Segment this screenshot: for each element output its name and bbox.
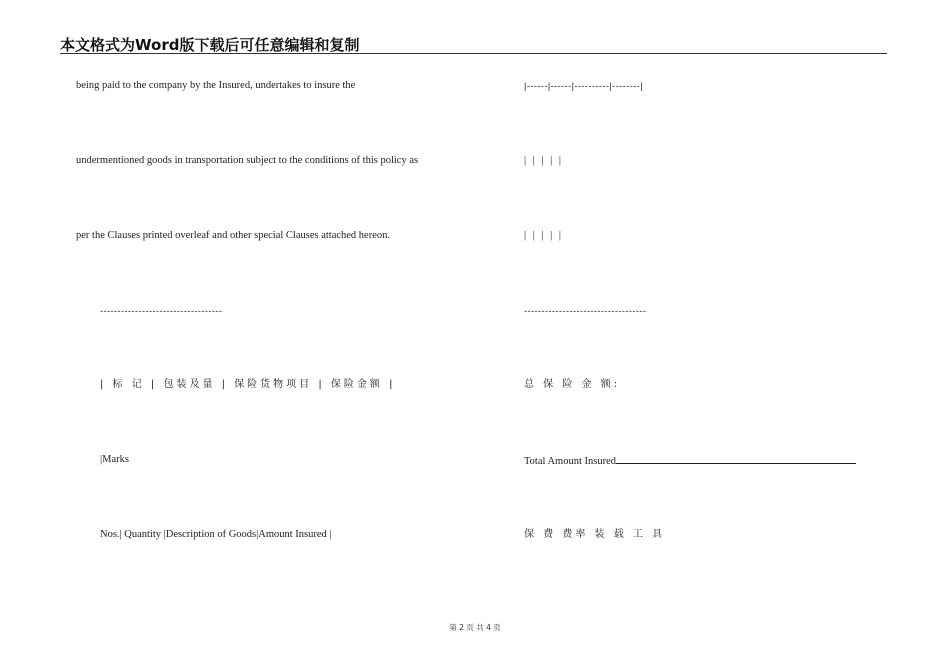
right-pipes-row-1: | | | | |	[524, 155, 564, 166]
right-dash-separator: -----------------------------------	[524, 306, 647, 316]
marks-label: |Marks	[100, 454, 129, 465]
right-table-rule: |------|------|----------|--------|	[524, 81, 644, 91]
document-header-title: 本文格式为Word版下载后可任意编辑和复制	[60, 36, 360, 54]
table-header-english: Nos.| Quantity |Description of Goods|Amount Insured |	[100, 529, 332, 540]
total-insured-label: Total Amount Insured	[524, 456, 617, 467]
body-text-line-1: being paid to the company by the Insured, undertakes to insure the	[76, 80, 356, 91]
total-insured-english	[524, 453, 856, 469]
page-number-footer: 第 2 页 共 4 页	[449, 623, 501, 632]
premium-rate-conveyance-chinese: 保 费 费率 装 载 工 具	[524, 529, 666, 540]
header-divider	[60, 53, 887, 54]
total-insured-blank	[616, 453, 856, 464]
body-text-line-3: per the Clauses printed overleaf and other special Clauses attached hereon.	[76, 230, 391, 241]
total-insured-chinese: 总 保 险 金 额:	[524, 379, 621, 390]
table-header-chinese: | 标 记 | 包装及量 | 保险货物项目 | 保险金额 |	[100, 379, 396, 390]
body-text-line-2: undermentioned goods in transportation subject to the conditions of this policy as	[76, 155, 419, 166]
left-dash-separator: -----------------------------------	[100, 306, 223, 316]
right-pipes-row-2: | | | | |	[524, 230, 564, 241]
